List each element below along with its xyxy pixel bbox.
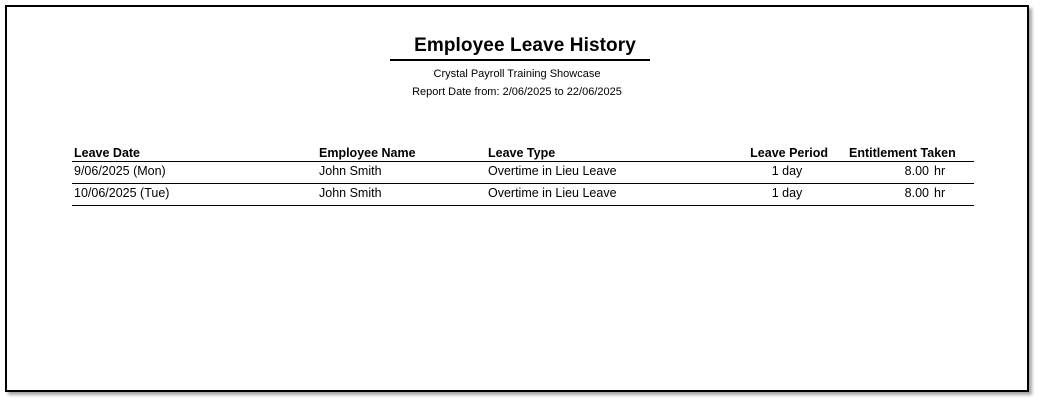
header-rule: [72, 161, 974, 162]
cell-leave-date: 9/06/2025 (Mon): [74, 164, 166, 178]
row-rule: [72, 183, 974, 184]
header-employee-name: Employee Name: [319, 146, 416, 160]
cell-employee-name: John Smith: [319, 164, 382, 178]
table-bottom-rule: [72, 205, 974, 206]
cell-employee-name: John Smith: [319, 186, 382, 200]
header-leave-type: Leave Type: [488, 146, 556, 160]
title-underline: [390, 59, 650, 61]
cell-leave-period: 1 day: [771, 186, 803, 200]
cell-leave-type: Overtime in Lieu Leave: [488, 186, 617, 200]
cell-leave-type: Overtime in Lieu Leave: [488, 164, 617, 178]
header-leave-date: Leave Date: [74, 146, 141, 160]
cell-leave-date: 10/06/2025 (Tue): [74, 186, 170, 200]
header-entitlement-taken: Entitlement Taken: [849, 146, 956, 160]
header-leave-period: Leave Period: [750, 146, 828, 160]
company-name: Crystal Payroll Training Showcase: [433, 68, 601, 80]
cell-entitlement-unit: hr: [934, 186, 946, 200]
report-date-range: Report Date from: 2/06/2025 to 22/06/2025: [412, 86, 622, 98]
cell-leave-period: 1 day: [771, 164, 803, 178]
report-page: [5, 5, 1029, 392]
cell-entitlement-taken: 8.00: [904, 164, 929, 178]
report-title: Employee Leave History: [414, 35, 636, 56]
cell-entitlement-unit: hr: [934, 164, 946, 178]
cell-entitlement-taken: 8.00: [904, 186, 929, 200]
